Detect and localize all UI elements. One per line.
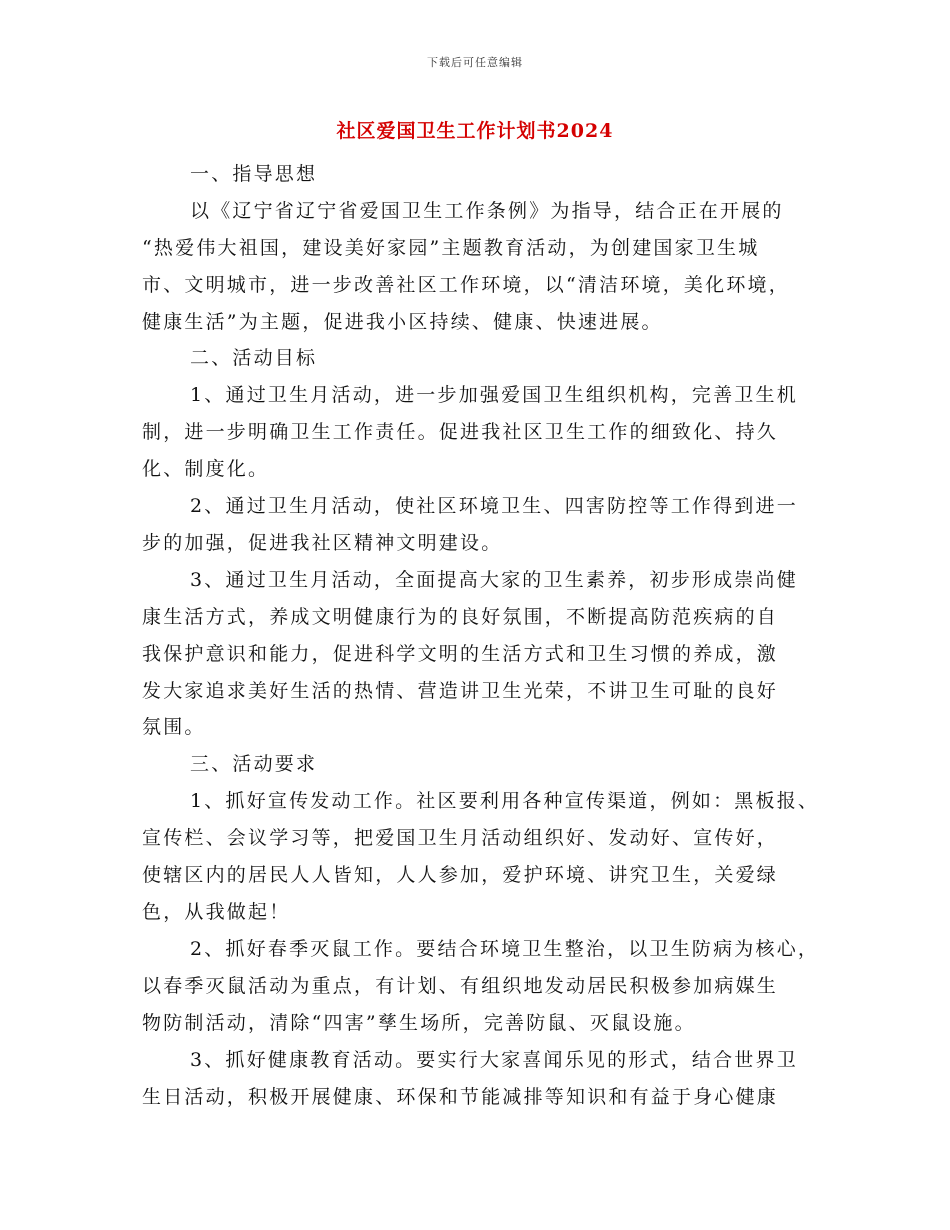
paragraph-line: 氛围。	[142, 716, 206, 738]
paragraph-line: 色，从我做起！	[142, 901, 291, 923]
paragraph-line: 1、抓好宣传发动工作。社区要利用各种宣传渠道，例如：黑板报、	[190, 790, 820, 812]
section-heading: 二、活动目标	[190, 347, 318, 369]
paragraph-line: 化、制度化。	[142, 458, 270, 480]
paragraph-line: 市、文明城市，进一步改善社区工作环境，以“清洁环境，美化环境，	[142, 274, 790, 296]
paragraph-line: 健康生活”为主题，促进我小区持续、健康、快速进展。	[142, 311, 663, 333]
paragraph-line: 宣传栏、会议学习等，把爱国卫生月活动组织好、发动好、宣传好，	[142, 827, 779, 849]
paragraph-line: 生日活动，积极开展健康、环保和节能减排等知识和有益于身心健康	[142, 1086, 779, 1108]
paragraph-line: 3、抓好健康教育活动。要实行大家喜闻乐见的形式，结合世界卫	[190, 1049, 798, 1071]
paragraph-line: 2、通过卫生月活动，使社区环境卫生、四害防控等工作得到进一	[190, 495, 798, 517]
paragraph-line: 1、通过卫生月活动，进一步加强爱国卫生组织机构，完善卫生机	[190, 384, 798, 406]
paragraph-line: 物防制活动，清除“四害”孳生场所，完善防鼠、灭鼠设施。	[142, 1012, 696, 1034]
paragraph-line: 以春季灭鼠活动为重点，有计划、有组织地发动居民积极参加病媒生	[142, 975, 779, 997]
paragraph-line: 发大家追求美好生活的热情、营造讲卫生光荣，不讲卫生可耻的良好	[142, 680, 779, 702]
paragraph-line: 步的加强，促进我社区精神文明建设。	[142, 532, 503, 554]
section-heading: 三、活动要求	[190, 753, 318, 775]
paragraph-line: 以《辽宁省辽宁省爱国卫生工作条例》为指导，结合正在开展的	[190, 200, 784, 222]
paragraph-line: “热爱伟大祖国，建设美好家园”主题教育活动，为创建国家卫生城	[142, 237, 760, 259]
paragraph-line: 制，进一步明确卫生工作责任。促进我社区卫生工作的细致化、持久	[142, 421, 779, 443]
paragraph-line: 使辖区内的居民人人皆知，人人参加，爱护环境、讲究卫生，关爱绿	[142, 864, 779, 886]
section-heading: 一、指导思想	[190, 163, 318, 185]
paragraph-line: 我保护意识和能力，促进科学文明的生活方式和卫生习惯的养成，激	[142, 643, 779, 665]
paragraph-line: 康生活方式，养成文明健康行为的良好氛围，不断提高防范疾病的自	[142, 606, 779, 628]
document-title: 社区爱国卫生工作计划书2024	[336, 120, 614, 142]
paragraph-line: 3、通过卫生月活动，全面提高大家的卫生素养，初步形成崇尚健	[190, 569, 798, 591]
paragraph-line: 2、抓好春季灭鼠工作。要结合环境卫生整治，以卫生防病为核心，	[190, 938, 820, 960]
header-note: 下载后可任意编辑	[427, 56, 523, 69]
